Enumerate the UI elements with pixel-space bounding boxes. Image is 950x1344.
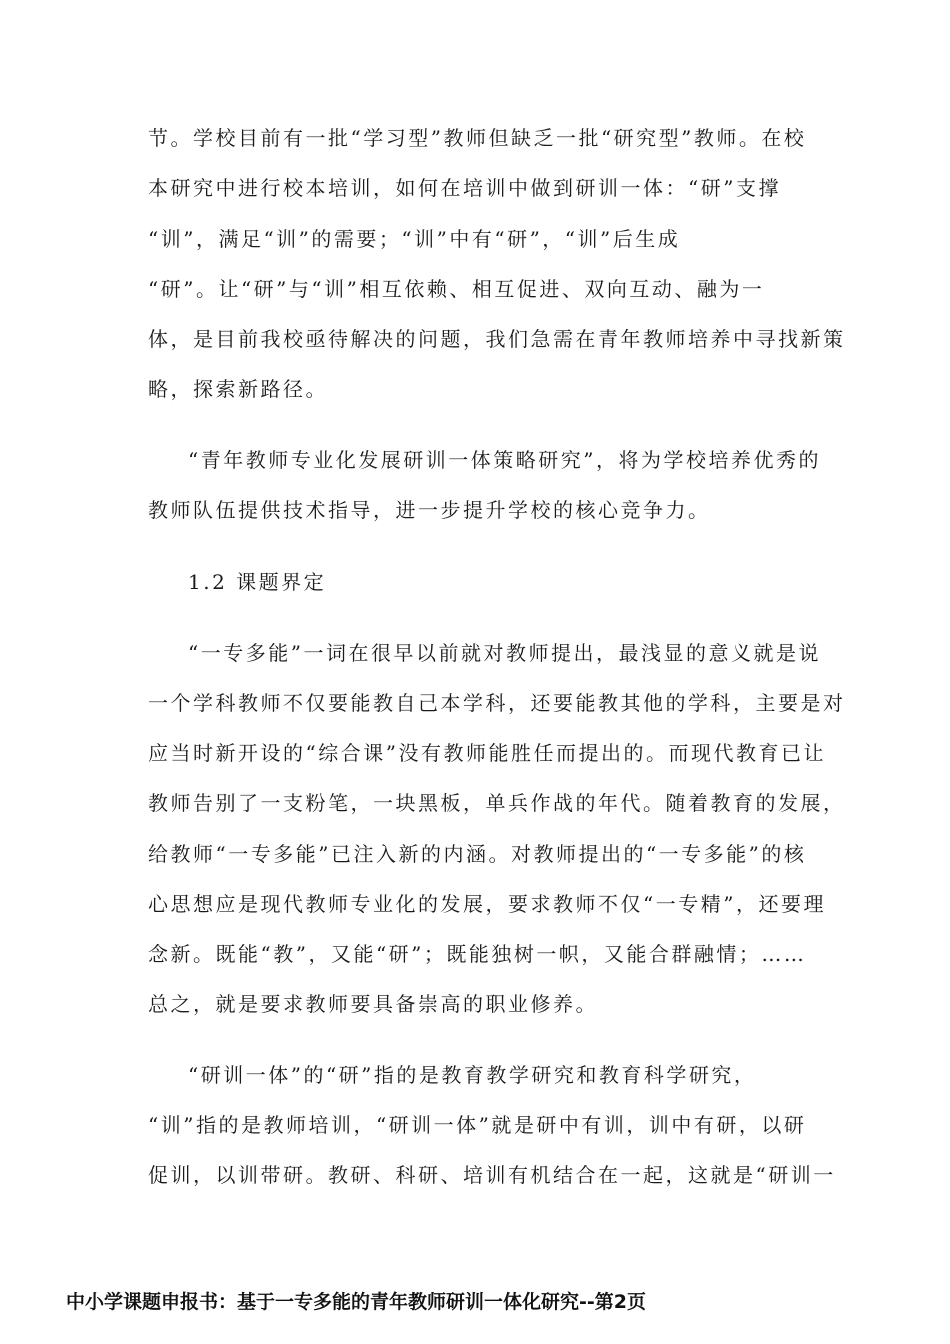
body-text-line: “研训一体”的“研”指的是教育教学研究和教育科学研究， <box>188 1063 757 1087</box>
body-text-line: “一专多能”一词在很早以前就对教师提出，最浅显的意义就是说 <box>188 641 821 665</box>
body-text-line: 总之，就是要求教师要具备崇高的职业修养。 <box>148 992 598 1016</box>
body-text-line: 节。学校目前有一批“学习型”教师但缺乏一批“研究型”教师。在校 <box>148 126 807 150</box>
body-text-line: 本研究中进行校本培训，如何在培训中做到研训一体：“研”支撑 <box>148 176 781 200</box>
body-text-line: 一个学科教师不仅要能教自己本学科，还要能教其他的学科，主要是对 <box>148 691 846 715</box>
body-text-line: 体，是目前我校亟待解决的问题，我们急需在青年教师培养中寻找新策 <box>148 327 846 351</box>
body-text-line: “研”。让“研”与“训”相互依赖、相互促进、双向互动、融为一 <box>148 277 765 301</box>
page-footer: 中小学课题申报书：基于一专多能的青年教师研训一体化研究--第2页 <box>66 1291 646 1313</box>
body-text-line: 教师告别了一支粉笔，一块黑板，单兵作战的年代。随着教育的发展， <box>148 791 846 815</box>
body-text-line: 心思想应是现代教师专业化的发展，要求教师不仅“一专精”，还要理 <box>148 892 826 916</box>
body-text-line: 促训，以训带研。教研、科研、培训有机结合在一起，这就是“研训一 <box>148 1163 836 1187</box>
body-text-line: 教师队伍提供技术指导，进一步提升学校的核心竞争力。 <box>148 498 711 522</box>
body-text-line: 给教师“一专多能”已注入新的内涵。对教师提出的“一专多能”的核 <box>148 842 807 866</box>
section-heading: 1.2 课题界定 <box>188 570 327 594</box>
body-text-line: “训”，满足“训”的需要；“训”中有“研”，“训”后生成 <box>148 227 681 251</box>
body-text-line: “训”指的是教师培训，“研训一体”就是研中有训，训中有研，以研 <box>148 1113 807 1137</box>
body-text-line: 略，探索新路径。 <box>148 377 328 401</box>
body-text-line: 应当时新开设的“综合课”没有教师能胜任而提出的。而现代教育已让 <box>148 741 826 765</box>
body-text-line: “青年教师专业化发展研训一体策略研究”，将为学校培养优秀的 <box>188 448 821 472</box>
body-text-line: 念新。既能“教”，又能“研”；既能独树一帜，又能合群融情；…… <box>148 942 807 966</box>
